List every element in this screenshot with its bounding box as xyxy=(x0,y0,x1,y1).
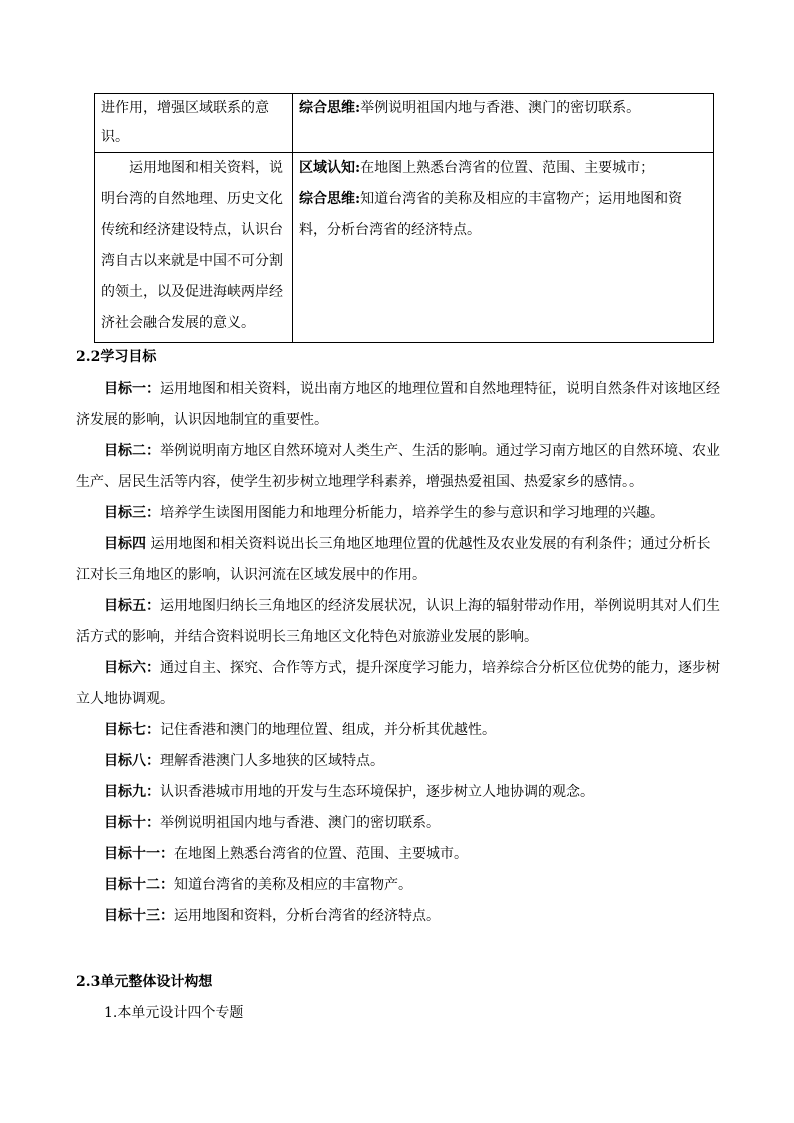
goal-text: 知道台湾省的美称及相应的丰富物产。 xyxy=(174,877,412,893)
goal-label: 目标十一： xyxy=(104,846,174,862)
goal-text: 培养学生读图用图能力和地理分析能力，培养学生的参与意识和学习地理的兴趣。 xyxy=(160,505,664,521)
literacy-text: 举例说明祖国内地与香港、澳门的密切联系。 xyxy=(360,100,641,116)
table-row xyxy=(95,94,714,153)
goal-item xyxy=(76,436,724,498)
literacy-label: 综合思维: xyxy=(299,191,361,207)
goal-text: 运用地图归纳长三角地区的经济发展状况，认识上海的辐射带动作用，举例说明其对人们生活方式的影响，并结合资料说明长三角地区文化特色对旅游业发展的影响。 xyxy=(76,598,720,645)
cell-text: 进作用，增强区域联系的意识。 xyxy=(101,100,269,145)
goal-item xyxy=(76,808,724,839)
goal-label: 目标三： xyxy=(104,505,160,521)
literacy-text: 在地图上熟悉台湾省的位置、范围、主要城市； xyxy=(360,160,655,176)
goal-text: 举例说明南方地区自然环境对人类生产、生活的影响。通过学习南方地区的自然环境、农业生产、居民生活等内容，使学生初步树立地理学科素养，增强热爱祖国、热爱家乡的感情。。 xyxy=(76,443,720,490)
goal-label: 目标五： xyxy=(104,598,160,614)
goal-label: 目标十三： xyxy=(104,908,174,924)
goal-item xyxy=(76,777,724,808)
goals-list xyxy=(76,374,724,932)
goal-label: 目标九： xyxy=(104,784,160,800)
goal-label: 目标八： xyxy=(104,753,160,769)
goal-item xyxy=(76,653,724,715)
goal-text: 认识香港城市用地的开发与生态环境保护，逐步树立人地协调的观念。 xyxy=(160,784,594,800)
goal-text: 运用地图和资料，分析台湾省的经济特点。 xyxy=(174,908,440,924)
table-cell-literacy xyxy=(293,94,714,153)
goal-label: 目标四 xyxy=(104,536,146,552)
literacy-line xyxy=(299,153,707,184)
goal-label: 目标十二： xyxy=(104,877,174,893)
goal-item xyxy=(76,591,724,653)
goal-item xyxy=(76,529,724,591)
goal-item xyxy=(76,746,724,777)
goal-item xyxy=(76,374,724,436)
goal-text: 通过自主、探究、合作等方式，提升深度学习能力，培养综合分析区位优势的能力，逐步树立人地协调观。 xyxy=(76,660,720,707)
goal-label: 目标一： xyxy=(104,381,160,397)
literacy-label: 综合思维: xyxy=(299,100,361,116)
curriculum-table xyxy=(94,93,714,343)
goal-item xyxy=(76,498,724,529)
unit-design-item: 1.本单元设计四个专题 xyxy=(104,1005,244,1021)
literacy-label: 区域认知: xyxy=(299,160,361,176)
cell-text: 运用地图和相关资料，说明台湾的自然地理、历史文化传统和经济建设特点，认识台湾自古以来就是中国不可分割的领土，以及促进海峡两岸经济社会融合发展的意义。 xyxy=(101,160,283,331)
goal-label: 目标六： xyxy=(104,660,160,676)
goal-item xyxy=(76,839,724,870)
literacy-text: 知道台湾省的美称及相应的丰富物产；运用地图和资料，分析台湾省的经济特点。 xyxy=(299,191,683,238)
goal-item xyxy=(76,870,724,901)
goal-text: 理解香港澳门人多地狭的区域特点。 xyxy=(160,753,384,769)
table-row xyxy=(95,153,714,343)
goal-label: 目标十： xyxy=(104,815,160,831)
goal-item xyxy=(76,901,724,932)
section-heading-unit-design: 2.3单元整体设计构想 xyxy=(76,974,213,990)
section-heading-learning-goals: 2.2学习目标 xyxy=(76,349,157,365)
goal-text: 记住香港和澳门的地理位置、组成，并分析其优越性。 xyxy=(160,722,496,738)
goal-text: 运用地图和相关资料说出长三角地区地理位置的优越性及农业发展的有利条件；通过分析长江对长三角地区的影响，认识河流在区域发展中的作用。 xyxy=(76,536,711,583)
table-cell-content-standard xyxy=(95,153,293,343)
literacy-line xyxy=(299,184,707,246)
goal-label: 目标七： xyxy=(104,722,160,738)
goal-text: 举例说明祖国内地与香港、澳门的密切联系。 xyxy=(160,815,440,831)
goal-item xyxy=(76,715,724,746)
table-cell-literacy xyxy=(293,153,714,343)
table-cell-content-standard xyxy=(95,94,293,153)
goal-text: 运用地图和相关资料，说出南方地区的地理位置和自然地理特征，说明自然条件对该地区经济发展的影响，认识因地制宜的重要性。 xyxy=(76,381,720,428)
goal-label: 目标二： xyxy=(104,443,160,459)
goal-text: 在地图上熟悉台湾省的位置、范围、主要城市。 xyxy=(174,846,468,862)
